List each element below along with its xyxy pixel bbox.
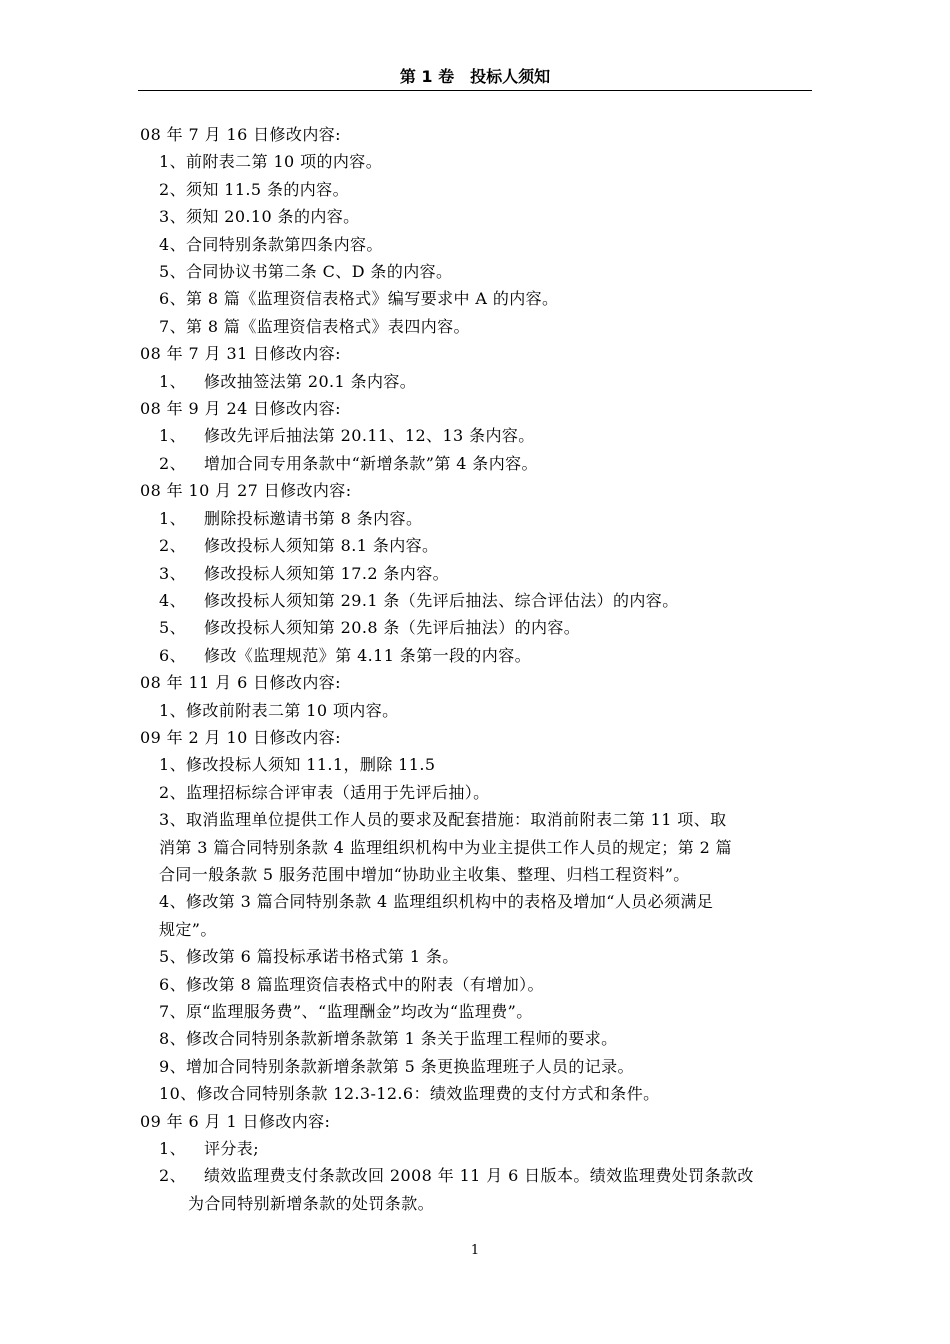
revision-item: 2、监理招标综合评审表（适用于先评后抽）。	[159, 782, 490, 802]
revision-item	[140, 614, 814, 641]
revision-item-continuation: 为合同特别新增条款的处罚条款。	[188, 1193, 435, 1213]
item-text: 修改投标人须知第 20.8 条（先评后抽法）的内容。	[204, 618, 581, 638]
item-text: 修改《监理规范》第 4.11 条第一段的内容。	[204, 645, 531, 665]
document-body	[140, 121, 814, 1217]
item-number: 5、	[159, 618, 186, 638]
revision-item	[140, 1162, 814, 1189]
revision-item: 9、增加合同特别条款新增条款第 5 条更换监理班子人员的记录。	[159, 1056, 634, 1076]
item-text: 修改先评后抽法第 20.11、12、13 条内容。	[204, 426, 535, 446]
revision-item: 10、修改合同特别条款 12.3-12.6：绩效监理费的支付方式和条件。	[159, 1084, 660, 1104]
item-number: 3、	[159, 563, 186, 583]
item-number: 2、	[159, 1166, 186, 1186]
item-number: 2、	[159, 536, 186, 556]
revision-item	[140, 532, 814, 559]
revision-date-heading: 08 年 10 月 27 日修改内容:	[140, 481, 352, 501]
revision-item: 5、合同协议书第二条 C、D 条的内容。	[159, 262, 453, 282]
item-text: 修改抽签法第 20.1 条内容。	[204, 371, 417, 391]
item-text: 修改投标人须知第 29.1 条（先评后抽法、综合评估法）的内容。	[204, 590, 679, 610]
item-text: 修改投标人须知第 8.1 条内容。	[204, 536, 439, 556]
revision-item: 4、修改第 3 篇合同特别条款 4 监理组织机构中的表格及增加“人员必须满足	[159, 892, 714, 912]
revision-item: 1、修改投标人须知 11.1，删除 11.5	[159, 755, 436, 775]
revision-item: 1、前附表二第 10 项的内容。	[159, 152, 383, 172]
revision-item: 7、第 8 篇《监理资信表格式》表四内容。	[159, 316, 470, 336]
revision-item	[140, 587, 814, 614]
revision-item	[140, 368, 814, 395]
revision-item: 1、修改前附表二第 10 项内容。	[159, 700, 399, 720]
revision-item: 6、第 8 篇《监理资信表格式》编写要求中 A 的内容。	[159, 289, 559, 309]
item-number: 1、	[159, 508, 186, 528]
item-text: 增加合同专用条款中“新增条款”第 4 条内容。	[204, 453, 538, 473]
revision-item	[140, 1135, 814, 1162]
item-number: 2、	[159, 453, 186, 473]
item-text: 修改投标人须知第 17.2 条内容。	[204, 563, 449, 583]
item-number: 1、	[159, 371, 186, 391]
revision-item: 8、修改合同特别条款新增条款第 1 条关于监理工程师的要求。	[159, 1029, 618, 1049]
revision-item	[140, 642, 814, 669]
revision-item	[140, 560, 814, 587]
revision-date-heading: 08 年 9 月 24 日修改内容:	[140, 399, 341, 419]
page-header-title: 第 1 卷 投标人须知	[399, 67, 551, 86]
revision-item: 消第 3 篇合同特别条款 4 监理组织机构中为业主提供工作人员的规定；第 2 篇	[159, 837, 733, 857]
revision-item: 3、取消监理单位提供工作人员的要求及配套措施：取消前附表二第 11 项、取	[159, 810, 727, 830]
revision-item: 合同一般条款 5 服务范围中增加“协助业主收集、整理、归档工程资料”。	[159, 864, 690, 884]
revision-item: 2、须知 11.5 条的内容。	[159, 179, 349, 199]
revision-item: 5、修改第 6 篇投标承诺书格式第 1 条。	[159, 947, 459, 967]
revision-item: 规定”。	[159, 919, 217, 939]
item-text: 删除投标邀请书第 8 条内容。	[204, 508, 423, 528]
revision-date-heading: 08 年 7 月 31 日修改内容:	[140, 344, 341, 364]
revision-item: 6、修改第 8 篇监理资信表格式中的附表（有增加）。	[159, 974, 544, 994]
item-text: 绩效监理费支付条款改回 2008 年 11 月 6 日版本。绩效监理费处罚条款改	[204, 1166, 754, 1186]
item-number: 1、	[159, 426, 186, 446]
revision-date-heading: 08 年 7 月 16 日修改内容:	[140, 125, 341, 144]
revision-item	[140, 422, 814, 449]
page-number: 1	[470, 1243, 480, 1258]
header-divider	[138, 90, 812, 91]
revision-item: 4、合同特别条款第四条内容。	[159, 234, 383, 254]
revision-date-heading: 09 年 6 月 1 日修改内容:	[140, 1111, 331, 1131]
revision-item	[140, 450, 814, 477]
revision-item: 3、须知 20.10 条的内容。	[159, 207, 360, 227]
revision-item	[140, 505, 814, 532]
revision-item: 7、原“监理服务费”、“监理酬金”均改为“监理费”。	[159, 1002, 533, 1021]
revision-date-heading: 09 年 2 月 10 日修改内容:	[140, 727, 341, 747]
item-text: 评分表;	[204, 1139, 259, 1159]
item-number: 4、	[159, 590, 186, 610]
revision-date-heading: 08 年 11 月 6 日修改内容:	[140, 673, 341, 693]
item-number: 6、	[159, 645, 186, 665]
item-number: 1、	[159, 1139, 186, 1159]
